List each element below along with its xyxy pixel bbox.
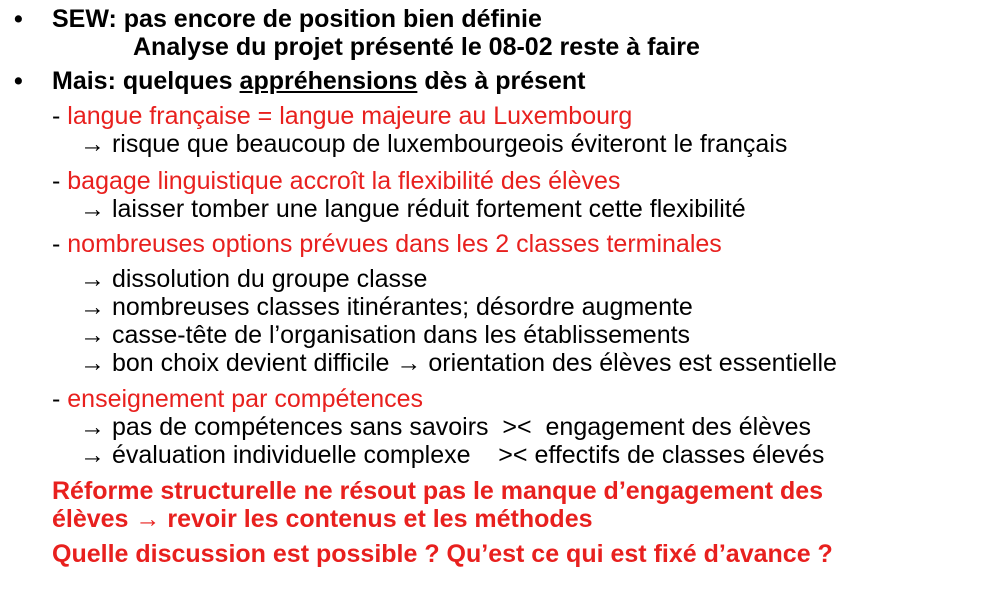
conclusion-line-1: Réforme structurelle ne résout pas le manque d’engagement des (52, 477, 824, 505)
arrow-right-icon: → (80, 441, 112, 469)
arrow-item (80, 321, 690, 350)
arrow-right-icon: → (80, 349, 112, 377)
section-title-4 (52, 385, 423, 414)
bullet-symbol-1: • (14, 5, 23, 33)
arrow-right-icon: → (80, 195, 112, 223)
arrow-item-text: bon choix devient difficile → orientation des élèves est essentielle (111, 349, 837, 377)
arrow-right-icon: → (80, 321, 112, 349)
arrow-item (80, 265, 427, 294)
arrow-item-text: évaluation individuelle complexe >< effectifs de classes élevés (111, 441, 825, 469)
arrow-item (80, 195, 746, 224)
section-dash: - (52, 385, 68, 413)
arrow-item (80, 349, 837, 378)
arrow-item (80, 293, 693, 322)
section-title-text: enseignement par compétences (67, 385, 424, 413)
conclusion-line-3: Quelle discussion est possible ? Qu’est ce qui est fixé d’avance ? (52, 540, 833, 568)
arrow-item-text: pas de compétences sans savoirs >< engagement des élèves (111, 413, 811, 441)
section-title-text: bagage linguistique accroît la flexibilité des élèves (67, 167, 621, 195)
arrow-item-text: nombreuses classes itinérantes; désordre augmente (111, 293, 693, 321)
bullet-symbol-2: • (14, 67, 23, 95)
arrow-item (80, 441, 824, 470)
section-dash: - (52, 102, 68, 130)
arrow-item-text: risque que beaucoup de luxembourgeois éviteront le français (111, 130, 788, 158)
bullet-continuation-1: Analyse du projet présenté le 08-02 reste à faire (133, 33, 700, 61)
bullet-heading-1: SEW: pas encore de position bien définie (52, 5, 542, 33)
bullet-heading-2-pre: Mais: quelques (52, 67, 240, 95)
bullet-heading-2-post: dès à présent (417, 67, 586, 95)
section-title-2 (52, 167, 620, 196)
arrow-item (80, 130, 787, 159)
arrow-right-icon: → (80, 130, 112, 158)
section-title-1 (52, 102, 632, 131)
section-dash: - (52, 167, 68, 195)
arrow-right-icon: → (80, 265, 112, 293)
bullet-heading-2-underlined: appréhensions (239, 67, 418, 95)
section-title-text: nombreuses options prévues dans les 2 classes terminales (67, 230, 722, 258)
arrow-item-text: casse-tête de l’organisation dans les établissements (111, 321, 691, 349)
arrow-item-text: laisser tomber une langue réduit fortement cette flexibilité (111, 195, 746, 223)
arrow-item-text: dissolution du groupe classe (111, 265, 428, 293)
arrow-right-icon: → (80, 293, 112, 321)
section-dash: - (52, 230, 68, 258)
bullet-heading-2 (52, 67, 586, 96)
arrow-item (80, 413, 811, 442)
section-title-text: langue française = langue majeure au Luxembourg (67, 102, 633, 130)
arrow-right-icon: → (80, 413, 112, 441)
conclusion-line-2: élèves → revoir les contenus et les méthodes (52, 505, 593, 533)
section-title-3 (52, 230, 722, 259)
